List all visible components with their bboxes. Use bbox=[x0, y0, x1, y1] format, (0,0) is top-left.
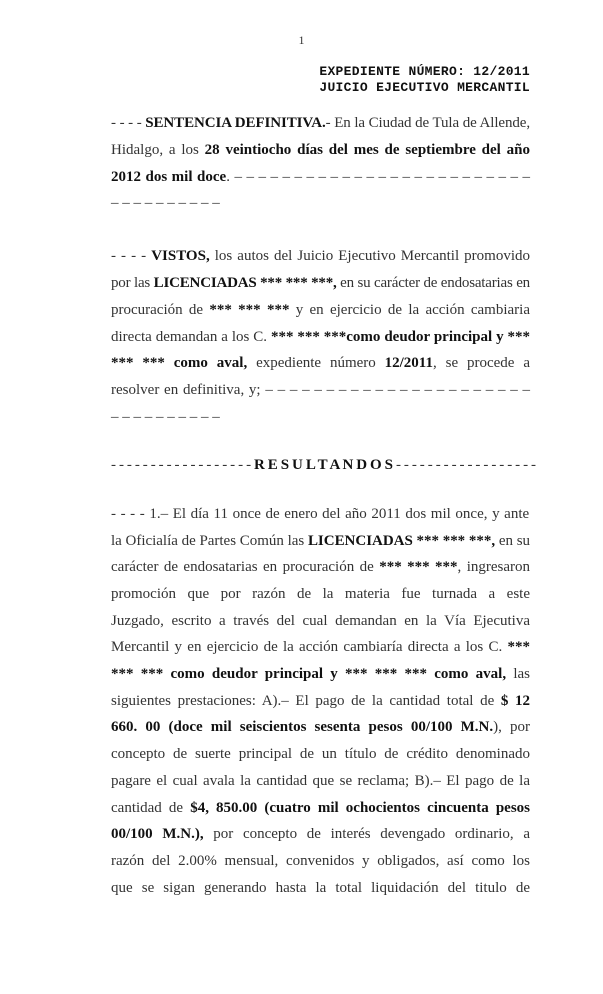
text: – – – – – – – – – – bbox=[111, 409, 220, 425]
resultando-1-paragraph-line bbox=[111, 612, 530, 630]
bold-text: 2012 dos mil doce bbox=[111, 169, 227, 185]
bold-text: LICENCIADAS *** *** ***, bbox=[153, 275, 337, 291]
text: carácter de endosatarias en procuración de bbox=[111, 559, 380, 575]
bold-text: LICENCIADAS *** *** ***, bbox=[307, 533, 496, 549]
bold-text: *** *** ***como deudor principal y *** bbox=[270, 329, 530, 345]
text: y en ejercicio de la acción cambiaria bbox=[289, 302, 530, 318]
case-type-header: JUICIO EJECUTIVO MERCANTIL bbox=[319, 80, 530, 95]
bold-text: 28 veintiocho días del mes de septiembre del año bbox=[204, 142, 530, 158]
text: - - - - 1.– El día 11 once de enero del año 2011 dos mil once, y ante bbox=[111, 506, 530, 522]
text: la Oficialía de Partes Común las bbox=[111, 533, 308, 549]
text: resolver en definitiva, y; – – – – – – – – – – – – – – – – – – – – – – bbox=[111, 382, 530, 398]
case-number-header: EXPEDIENTE NÚMERO: 12/2011 bbox=[319, 64, 530, 79]
bold-text: R E S U L T A N D O S bbox=[254, 457, 393, 473]
text: concepto de suerte principal de un título de crédito denominado bbox=[111, 746, 530, 762]
text: las bbox=[506, 666, 531, 682]
text: pagare el cual avala la cantidad que se reclama; B).– El pago de la bbox=[111, 773, 530, 789]
text: Hidalgo, a los bbox=[111, 142, 205, 158]
text: , se procede a bbox=[432, 355, 530, 371]
bold-text: $ 12 bbox=[500, 693, 530, 709]
vistos-paragraph-line bbox=[111, 408, 220, 426]
resultando-1-paragraph-line bbox=[111, 718, 530, 736]
vistos-paragraph-line bbox=[111, 247, 530, 265]
text: directa demandan a los C. bbox=[111, 329, 271, 345]
resultando-1-paragraph-line bbox=[111, 585, 530, 603]
text: - - - - bbox=[111, 248, 152, 264]
text: – – – – – – – – – – bbox=[111, 195, 220, 211]
sentencia-paragraph-line bbox=[111, 194, 220, 212]
text: por las bbox=[111, 275, 154, 291]
text: que se sigan generando hasta la total liquidación del titulo de bbox=[111, 880, 530, 896]
resultando-1-paragraph-line bbox=[111, 692, 530, 710]
bold-text: *** *** como aval, bbox=[111, 355, 248, 371]
text: , ingresaron bbox=[457, 559, 531, 575]
text: Mercantil y en ejercicio de la acción cambiaría directa a los C. bbox=[111, 639, 508, 655]
resultandos-heading-line bbox=[111, 456, 536, 474]
text: siguientes prestaciones: A).– El pago de la cantidad total de bbox=[111, 693, 501, 709]
text: ), por bbox=[493, 719, 530, 735]
resultando-1-paragraph-line bbox=[111, 745, 530, 763]
resultando-1-paragraph-line bbox=[111, 558, 530, 576]
page-number: 1 bbox=[298, 33, 305, 47]
text: por concepto de interés devengado ordinario, a bbox=[203, 826, 531, 842]
bold-text: 00/100 M.N.), bbox=[111, 826, 204, 842]
text: - - - - bbox=[111, 115, 146, 131]
bold-text: $4, 850.00 (cuatro mil ochocientos cincuenta pesos bbox=[190, 800, 531, 816]
resultando-1-paragraph-line bbox=[111, 825, 530, 843]
text: cantidad de bbox=[111, 800, 191, 816]
vistos-paragraph-line bbox=[111, 354, 530, 372]
resultando-1-paragraph-line bbox=[111, 799, 530, 817]
vistos-paragraph-line bbox=[111, 274, 530, 292]
bold-text: *** *** *** bbox=[209, 302, 290, 318]
resultando-1-paragraph-line bbox=[111, 532, 530, 550]
vistos-paragraph-line bbox=[111, 381, 530, 399]
text: en su carácter de endosatarias en bbox=[336, 275, 530, 291]
text: razón del 2.00% mensual, convenidos y obligados, así como los bbox=[111, 853, 530, 869]
bold-text: 660. 00 (doce mil seiscientos sesenta pesos 00/100 M.N. bbox=[111, 719, 494, 735]
bold-text: VISTOS, bbox=[151, 248, 210, 264]
vistos-paragraph-line bbox=[111, 301, 530, 319]
bold-text: *** bbox=[507, 639, 530, 655]
resultando-1-paragraph-line bbox=[111, 665, 530, 683]
text: promoción que por razón de la materia fue turnada a este bbox=[111, 586, 530, 602]
bold-text: SENTENCIA DEFINITIVA. bbox=[145, 115, 326, 131]
text: procuración de bbox=[111, 302, 210, 318]
sentencia-paragraph-line bbox=[111, 141, 530, 159]
text: en su bbox=[495, 533, 530, 549]
sentencia-paragraph-line bbox=[111, 114, 530, 132]
resultando-1-paragraph-line bbox=[111, 638, 530, 656]
bold-text: *** *** *** bbox=[379, 559, 458, 575]
text: . – – – – – – – – – – – – – – – – – – – – – – – – – bbox=[226, 169, 531, 185]
text: - - - - - - - - - - - - - - - - - - bbox=[111, 457, 255, 473]
vistos-paragraph-line bbox=[111, 328, 530, 346]
bold-text: 12/2011 bbox=[384, 355, 433, 371]
text: los autos del Juicio Ejecutivo Mercantil promovido bbox=[209, 248, 530, 264]
resultando-1-paragraph-line bbox=[111, 772, 530, 790]
text: - En la Ciudad de Tula de Allende, bbox=[325, 115, 531, 131]
sentencia-paragraph-line bbox=[111, 168, 530, 186]
resultando-1-paragraph-line bbox=[111, 852, 530, 870]
text: - - - - - - - - - - - - - - - - - - bbox=[392, 457, 536, 473]
text: expediente número bbox=[247, 355, 385, 371]
text: Juzgado, escrito a través del cual demandan en la Vía Ejecutiva bbox=[111, 613, 530, 629]
resultando-1-paragraph-line bbox=[111, 505, 529, 523]
bold-text: *** *** como deudor principal y *** *** *** como aval, bbox=[111, 666, 507, 682]
resultando-1-paragraph-line bbox=[111, 879, 530, 897]
